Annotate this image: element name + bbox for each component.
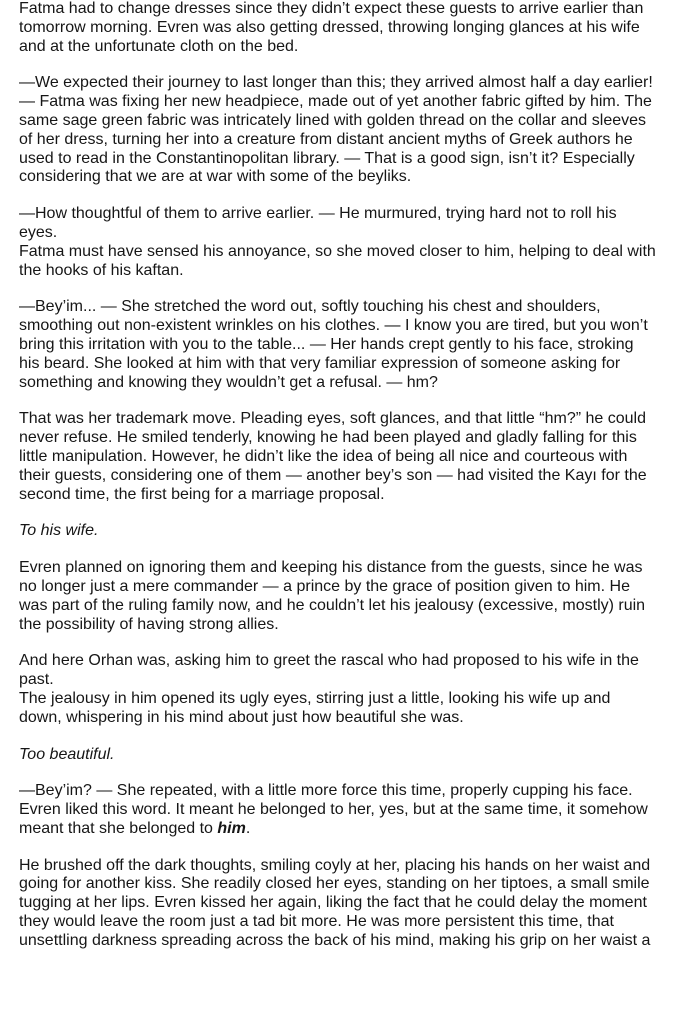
text-line: of her dress, turning her into a creature from distant ancient myths of Greek authors he [19, 130, 633, 148]
text-line: The jealousy in him opened its ugly eyes, stirring just a little, looking his wife up and [19, 689, 611, 707]
text-line [19, 820, 691, 839]
text-line: never refuse. He smiled tenderly, knowing he had been played and gladly falling for this [19, 429, 637, 447]
text-line: going for another kiss. She readily closed her eyes, standing on her tiptoes, a small smile [19, 875, 650, 893]
text-line: Evren planned on ignoring them and keeping his distance from the guests, since he was [19, 559, 643, 577]
paragraph [19, 74, 691, 187]
text-line: To his wife. [19, 522, 99, 540]
text-line: Fatma had to change dresses since they didn’t expect these guests to arrive earlier than [19, 0, 644, 17]
paragraph [19, 652, 691, 727]
emphasis-word: him [217, 819, 246, 837]
story-text [19, 0, 691, 951]
paragraph [19, 410, 691, 504]
text-line: tugging at her lips. Evren kissed her again, liking the fact that he could delay the moment [19, 894, 647, 912]
text-line: same sage green fabric was intricately lined with golden thread on the collar and sleeves [19, 111, 647, 129]
text-run: meant that she belonged to [19, 819, 218, 837]
text-line: unsettling darkness spreading across the back of his mind, making his grip on her waist a [19, 931, 651, 949]
text-line: —We expected their journey to last longer than this; they arrived almost half a day earlier! [19, 74, 653, 92]
text-line: second time, the first being for a marriage proposal. [19, 485, 385, 503]
text-line: tomorrow morning. Evren was also getting dressed, throwing longing glances at his wife [19, 18, 640, 36]
text-line: smoothing out non-existent wrinkles on his clothes. — I know you are tired, but you won’t [19, 317, 648, 335]
text-line: no longer just a mere commander — a prince by the grace of position given to him. He [19, 577, 630, 595]
text-line: He brushed off the dark thoughts, smiling coyly at her, placing his hands on her waist and [19, 856, 651, 874]
text-line: something and knowing they wouldn’t get a refusal. — hm? [19, 373, 438, 391]
text-line: — Fatma was fixing her new headpiece, made out of yet another fabric gifted by him. The [19, 93, 652, 111]
text-line: their guests, considering one of them — another bey’s son — had visited the Kayı for the [19, 466, 647, 484]
text-line: Fatma must have sensed his annoyance, so she moved closer to him, helping to deal with [19, 242, 656, 260]
text-line: used to read in the Constantinopolitan library. — That is a good sign, isn’t it? Especially [19, 149, 635, 167]
text-line: his beard. She looked at him with that very familiar expression of someone asking for [19, 354, 621, 372]
text-line: little manipulation. However, he didn’t like the idea of being all nice and courteous with [19, 447, 628, 465]
text-line: Evren liked this word. It meant he belonged to her, yes, but at the same time, it somehow [19, 801, 648, 819]
text-line: —Bey’im? — She repeated, with a little more force this time, properly cupping his face. [19, 782, 633, 800]
text-line: And here Orhan was, asking him to greet the rascal who had proposed to his wife in the [19, 652, 639, 670]
text-line: and at the unfortunate cloth on the bed. [19, 37, 299, 55]
paragraph [19, 298, 691, 392]
text-line: the possibility of having strong allies. [19, 615, 279, 633]
text-line: was part of the ruling family now, and he couldn’t let his jealousy (excessive, mostly) ruin [19, 596, 646, 614]
paragraph [19, 857, 691, 951]
text-line: down, whispering in his mind about just how beautiful she was. [19, 708, 464, 726]
text-line: bring this irritation with you to the table... — Her hands crept gently to his face, stroking [19, 335, 634, 353]
paragraph [19, 205, 691, 280]
text-line: Too beautiful. [19, 745, 115, 763]
text-line: —Bey’im... — She stretched the word out, softly touching his chest and shoulders, [19, 298, 601, 316]
italic-paragraph [19, 746, 691, 765]
text-line: —How thoughtful of them to arrive earlier. — He murmured, trying hard not to roll his [19, 205, 617, 223]
text-line: That was her trademark move. Pleading eyes, soft glances, and that little “hm?” he could [19, 410, 646, 428]
text-line: considering that we are at war with some of the beyliks. [19, 168, 412, 186]
text-line: they would leave the room just a tad bit more. He was more persistent this time, that [19, 913, 614, 931]
text-run: . [245, 819, 251, 837]
italic-paragraph [19, 522, 691, 541]
paragraph [19, 782, 691, 838]
text-line: the hooks of his kaftan. [19, 261, 184, 279]
paragraph [19, 559, 691, 634]
paragraph [19, 0, 691, 56]
text-line: past. [19, 671, 54, 689]
text-line: eyes. [19, 223, 58, 241]
